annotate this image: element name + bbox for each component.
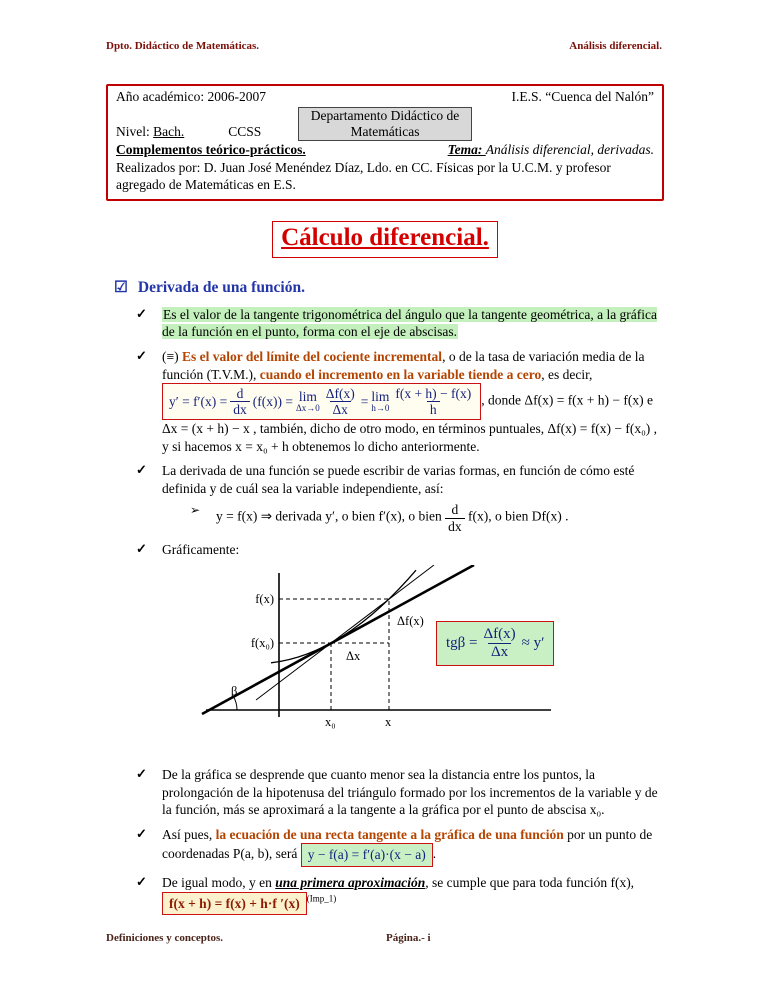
fraction-dfx-dx: $\frac{\Delta f(x)}{\Delta x}$ bbox=[325, 386, 355, 418]
info-row-2 bbox=[116, 107, 654, 141]
complements-title: Complementos teórico-prácticos. bbox=[116, 142, 306, 158]
graph-label-delta-x: Δx bbox=[346, 649, 361, 664]
department-line2: Matemáticas bbox=[350, 124, 420, 140]
derivative-graph bbox=[106, 565, 664, 757]
limit-dx: lim Δx→0 bbox=[295, 388, 320, 414]
notation-post: f(x), o bien Df(x) . bbox=[464, 509, 569, 525]
bullet-graphically bbox=[106, 541, 664, 559]
graph-label-fx0: f(x₀) bbox=[250, 636, 274, 651]
check-icon: ✓ bbox=[136, 462, 147, 478]
formula-fx-part: (f(x)) = bbox=[252, 393, 293, 409]
bullet-notation-forms bbox=[106, 462, 664, 533]
footer-section-label: Definiciones y conceptos. bbox=[106, 932, 224, 944]
tangent-slope-formula-box bbox=[436, 621, 554, 666]
footer-page-number: Página.- i bbox=[386, 932, 431, 944]
authors-line: Realizados por: D. Juan José Menéndez Díaz, Ldo. en CC. Físicas por la U.C.M. y profesor agregado de Matemáticas en E.S. bbox=[116, 160, 611, 192]
graph-label-x0: x₀ bbox=[325, 715, 336, 730]
topic-value: Análisis diferencial, derivadas. bbox=[485, 142, 654, 158]
level-group: CCSS bbox=[228, 124, 262, 140]
bullet7-emphasis: una primera aproximación bbox=[275, 874, 426, 890]
formula-lhs: y′ = f′(x) = bbox=[169, 393, 228, 409]
bullet6-pre: Así pues, bbox=[162, 826, 216, 842]
level-line bbox=[116, 124, 298, 141]
academic-year: Año académico: 2006-2007 bbox=[116, 89, 266, 104]
info-row-3 bbox=[116, 142, 654, 159]
arrow-bullet-icon: ➢ bbox=[190, 503, 201, 518]
bullet6-emphasis: la ecuación de una recta tangente a la gráfica de una función bbox=[215, 826, 564, 842]
graph-label-x: x bbox=[385, 715, 392, 730]
page-footer bbox=[106, 932, 664, 944]
fraction-d-dx-inline: $\frac{d}{dx}$ bbox=[445, 502, 465, 533]
document-title: Cálculo diferencial. bbox=[272, 221, 498, 258]
bullet2-post-1: , donde bbox=[481, 392, 525, 408]
bullet3-text: La derivada de una función se puede escribir de varias formas, en función de cómo esté definida y de cuál sea la variable independiente, así: bbox=[162, 463, 635, 496]
info-box bbox=[106, 84, 664, 201]
check-icon: ✓ bbox=[136, 873, 147, 889]
bullet-tangent-equation bbox=[106, 826, 664, 867]
fraction-dfx-dx-graph: $\frac{\Delta f(x)}{\Delta x}$ bbox=[483, 626, 516, 661]
bullet-first-approximation bbox=[106, 874, 664, 915]
check-icon: ✓ bbox=[136, 766, 147, 782]
notation-pre: y = f(x) ⇒ derivada y′, o bien f′(x), o bien bbox=[216, 509, 446, 525]
section-heading bbox=[114, 278, 664, 297]
title-wrap bbox=[106, 221, 664, 258]
bullet6-post: . bbox=[432, 846, 437, 862]
bullet2-post-2: Δf(x) = f(x + h) − f(x) e Δx = (x + h) − x , también, dicho de otro modo, en términos puntuales, Δf(x) = f(x) − f(x₀) , y si hacemos x = x₀ + h obtenemos lo dicho anteriormente. bbox=[162, 392, 658, 454]
graph-label-fx: f(x) bbox=[255, 592, 274, 607]
fraction-d-dx: $\frac{d}{dx}$ bbox=[230, 386, 250, 417]
derivative-formula-box bbox=[162, 383, 481, 420]
function-curve bbox=[271, 570, 416, 663]
topic-line bbox=[448, 142, 654, 159]
bullet7-pre: De igual modo, y en bbox=[162, 874, 276, 890]
formula-equals: = bbox=[360, 393, 369, 409]
graph-label-delta-fx: Δf(x) bbox=[397, 614, 424, 629]
bullet-derivative-limit bbox=[106, 348, 664, 455]
bullet2-mid-2: , es decir, bbox=[541, 366, 593, 382]
bullet6-mid: por un punto de coordenadas P(a, b), será bbox=[162, 826, 653, 862]
tg-lhs: tgβ = bbox=[446, 635, 478, 652]
section-heading-label: Derivada de una función. bbox=[137, 278, 305, 296]
tangent-line-equation-box: y − f(a) = f′(a)·(x − a) bbox=[301, 843, 433, 867]
fraction-difference-quotient: $\frac{f(x + h) - f(x)}{h}$ bbox=[395, 386, 472, 418]
check-icon: ✓ bbox=[136, 825, 147, 841]
bullet-graph-conclusion bbox=[106, 766, 664, 819]
imp-footnote-marker: (Imp_1) bbox=[306, 892, 337, 903]
bullet1-text: Es el valor de la tangente trigonométrica del ángulo que la tangente geométrica, a la gráfica de la función en el punto, forma con el eje de abscisas. bbox=[162, 306, 658, 340]
page-content bbox=[106, 84, 664, 922]
bullet2-emphasis-2: cuando el incremento en la variable tiende a cero bbox=[259, 366, 542, 382]
department-box bbox=[298, 107, 472, 141]
bullet7-mid: , se cumple que para toda función f(x), bbox=[425, 874, 635, 890]
level-label: Nivel: bbox=[116, 124, 154, 140]
bullet-list-top bbox=[106, 306, 664, 558]
secant-line bbox=[256, 565, 434, 700]
header-subject: Análisis diferencial. bbox=[569, 40, 662, 52]
bullet-tangent-definition bbox=[106, 306, 664, 341]
level-value: Bach. bbox=[153, 124, 185, 140]
header-department: Dpto. Didáctico de Matemáticas. bbox=[106, 40, 260, 52]
bullet4-text: Gráficamente: bbox=[162, 541, 240, 557]
approximation-formula-box: f(x + h) = f(x) + h·f ′(x) bbox=[162, 892, 307, 916]
bullet2-emphasis-1: Es el valor del límite del cociente incremental bbox=[181, 348, 443, 364]
info-row-1 bbox=[116, 89, 654, 106]
check-icon: ✓ bbox=[136, 305, 147, 321]
topic-label: Tema: bbox=[447, 142, 486, 158]
check-icon: ✓ bbox=[136, 347, 147, 363]
department-line1: Departamento Didáctico de bbox=[310, 107, 460, 123]
school-name: I.E.S. “Cuenca del Nalón” bbox=[511, 89, 654, 104]
check-icon: ✓ bbox=[136, 540, 147, 556]
running-header bbox=[106, 40, 662, 52]
beta-angle-arc bbox=[234, 697, 237, 710]
tg-rhs: ≈ y′ bbox=[521, 635, 545, 652]
checked-box-icon: ☑ bbox=[114, 278, 128, 296]
bullet2-mid-1: , o de la tasa de variación media de la función (T.V.M.), bbox=[162, 348, 645, 382]
graph-svg bbox=[106, 565, 666, 757]
notation-sub-item bbox=[190, 502, 664, 533]
graph-label-beta: β bbox=[231, 684, 238, 699]
limit-h: lim h→0 bbox=[371, 388, 390, 414]
bullet2-pre: (≡) bbox=[162, 348, 182, 364]
bullet5-text: De la gráfica se desprende que cuanto menor sea la distancia entre los puntos, la prolongación de la hipotenusa del triángulo formado por los incrementos de la variable y de la función, más se aproximará a la tangente a la gráfica por el punto de abscisa x₀. bbox=[162, 767, 658, 818]
bullet-list-bottom bbox=[106, 766, 664, 915]
